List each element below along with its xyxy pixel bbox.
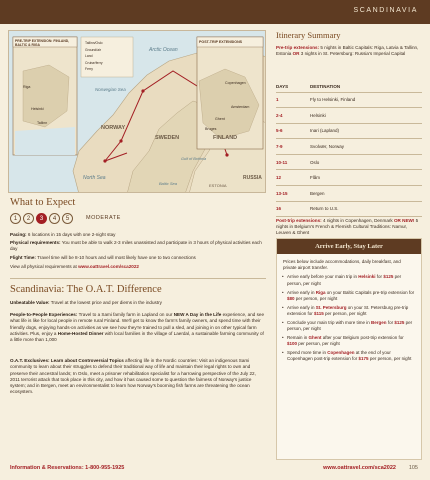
row-days: 5-6 (276, 123, 310, 139)
row-destination: Helsinki (310, 108, 422, 124)
inset-label: Copenhagen (225, 81, 246, 85)
pace-dot: 1 (10, 213, 21, 224)
item-text: per person, per night (368, 356, 412, 362)
inset-label: Tallinn (37, 121, 48, 125)
itinerary-summary (276, 30, 422, 57)
value-paragraph (10, 300, 266, 306)
section-title: What to Expect (10, 197, 76, 208)
requirements-link[interactable]: www.oattravel.com/sca2022 (78, 264, 139, 269)
people-highlight: NEW A Day in the Life (173, 312, 222, 317)
item-place: Helsinki (358, 274, 376, 280)
item-text: per person, per night (287, 319, 413, 332)
legend-item: Land (85, 54, 93, 58)
item-place: St. Petersburg (315, 304, 347, 310)
footer (0, 460, 430, 480)
row-days: 13-15 (276, 186, 310, 202)
physical-label: Physical requirements: (10, 240, 61, 245)
table-row (276, 92, 422, 108)
legend-item: Cruise/ferry (85, 60, 103, 65)
row-days: 16 (276, 201, 310, 217)
itinerary-title: Itinerary Summary (276, 30, 341, 40)
pacing-label: Pacing: (10, 232, 27, 237)
table-row (276, 123, 422, 139)
item-text: per person, per night (287, 274, 402, 286)
item-price: $175 (358, 356, 369, 362)
list-item (287, 305, 415, 317)
pace-scale (10, 213, 268, 227)
people-text-3: with local families in the village of Laerdal, a sustainable farming community of a little more than 1,000 (10, 330, 264, 343)
pre-trip-note (276, 45, 422, 57)
item-text: per person, per night (323, 310, 367, 316)
list-item (287, 335, 415, 347)
list-item (287, 290, 415, 302)
item-text: on your St. Petersburg pre-trip extension for (287, 304, 409, 316)
legend-item: Tallinn/Oslo (85, 41, 103, 45)
item-text: Spend more time in (287, 350, 328, 356)
arrive-early-box (276, 238, 422, 460)
brand-title: SCANDINAVIA (353, 7, 418, 14)
row-destination: Inari (Lapland) (310, 123, 422, 139)
item-text: per person, per night (294, 295, 338, 301)
row-destination: Return to U.S. (310, 201, 422, 217)
post-trip-note (276, 218, 422, 237)
row-days: 10-11 (276, 154, 310, 170)
table-row (276, 154, 422, 170)
view-text: View all physical requirements at (10, 264, 79, 269)
people-label: People-to-People Experiences: (10, 312, 78, 317)
row-destination: Flåm (310, 170, 422, 186)
pace-dot-active: 3 (36, 213, 47, 224)
item-place: Copenhagen (327, 350, 355, 356)
item-price: $115 (314, 310, 324, 316)
inset-label: Riga (23, 85, 31, 89)
pace-dot: 5 (62, 213, 73, 224)
col-destination: DESTINATION (310, 81, 422, 92)
footer-url[interactable]: www.oattravel.com/sca2022 (323, 465, 396, 471)
map-label: NORWAY (101, 125, 126, 131)
table-header (276, 81, 422, 92)
map-label: SWEDEN (155, 135, 180, 141)
map-pre-title: PRE-TRIP EXTENSION: FINLAND, BALTIC & RIGA (15, 39, 70, 47)
pre-trip-or: OR (292, 51, 300, 57)
row-destination: Oslo (310, 154, 422, 170)
item-price: $80 (287, 295, 295, 301)
pre-trip-text: 5 nights in Baltic Capitals: Riga, Latvia & Tallinn, Estonia (276, 45, 419, 57)
table-row (276, 201, 422, 217)
item-text: Remain in (287, 335, 309, 341)
item-place: Bergen (371, 319, 387, 325)
pre-trip-label: Pre-trip extensions: (276, 45, 320, 50)
value-label: Unbeatable Value: (10, 300, 50, 305)
item-text: Arrive early in (287, 289, 316, 295)
item-place: Riga (315, 289, 326, 295)
flight-text: Travel time will be 8-10 hours and will most likely have one to two connections (37, 255, 196, 260)
people-text-2: experience, and see what life is like for local people in remote rural Finland. We'll get to know the farm's family owners, and spend time with their friendly dogs, enjoying hands-on activities as we see how they're trained to pull a sled, and joining in on other typical farm activities. Plus, enjoy a (10, 312, 264, 336)
map-label: ESTONIA (209, 183, 227, 188)
what-to-expect-heading (10, 197, 268, 208)
legend-item: Ferry (85, 67, 93, 71)
map-label: Arctic Ocean (149, 47, 178, 53)
map-legend (85, 40, 131, 73)
item-text: Arrive early in (287, 304, 316, 310)
row-days: 12 (276, 170, 310, 186)
post-trip-text-2: 5 nights in Belgium's French & Flemish Cultural Traditions: Namur, Leuven & Ghent (276, 218, 419, 236)
inset-label: Ghent (215, 117, 225, 121)
difference-heading (10, 284, 268, 295)
item-place: Ghent (308, 335, 322, 341)
home-dinner-label: Home-Hosted Dinner (57, 330, 104, 336)
table-row (276, 108, 422, 124)
row-days: 2-4 (276, 108, 310, 124)
row-days: 7-9 (276, 139, 310, 155)
people-paragraph (10, 312, 266, 343)
footer-phone[interactable]: Information & Reservations: 1-800-955-1925 (10, 465, 125, 471)
pacing-text: 6 locations in 15 days with one 2-night stay (27, 232, 116, 237)
view-line (10, 264, 266, 270)
item-text: per person, per night (297, 341, 340, 347)
map-label: Baltic Sea (159, 181, 178, 186)
map-label: RUSSIA (243, 175, 262, 181)
item-text: for (375, 274, 384, 280)
map-label: Gulf of Bothnia (181, 157, 207, 161)
inset-label: Amsterdam (231, 105, 250, 109)
people-text: Travel to a Sami family farm in Lapland on our (78, 312, 174, 317)
pace-label: MODERATE (86, 215, 121, 221)
pace-dot: 4 (49, 213, 60, 224)
map-label: North Sea (83, 175, 106, 181)
row-destination: Fly to Helsinki, Finland (310, 92, 422, 108)
arrive-early-list (277, 274, 421, 362)
list-item (287, 274, 415, 286)
pace-dot: 2 (23, 213, 34, 224)
arrive-early-title: Arrive Early, Stay Later (277, 239, 421, 254)
item-text: Arrive early before your main trip in (287, 274, 359, 280)
physical-line (10, 240, 266, 253)
item-price: $125 (383, 274, 394, 280)
physical-text: You must be able to walk 2-3 miles unassisted and participate in 3 hours of physical activities each day (10, 240, 262, 252)
exclusives-paragraph (10, 358, 266, 396)
map-label: Norwegian Sea (95, 87, 126, 92)
col-days: DAYS (276, 81, 310, 92)
header-bar (0, 0, 430, 24)
row-destination: Svolvær, Norway (310, 139, 422, 155)
exclusives-text: affecting life in the Nordic countries: Visit an indigenous Sami community to learn about their struggles to defend their traditional way of life and maintain their legal rights to own and preserve their ancestral lands; In Oslo, meet a prisoner rehabilitation specialist for a harrowing perspective of the July 22, 2011 terrorist attack that took place in this city, and how it has caused some to question the fairness of Norway's justice system; and in Bergen, meet an environmentalist to learn how Norway's booming fish farms are threatening the ocean ecosystem. (10, 358, 256, 395)
legend-item: Ground/air (85, 47, 102, 52)
item-price: $100 (287, 341, 298, 347)
pre-trip-text-2: 3 nights in St. Petersburg: Russia's Imperial Capital (299, 51, 406, 57)
item-text: at the end of your Copenhagen post-trip extension for (287, 350, 391, 362)
row-destination: Bergen (310, 186, 422, 202)
topics-label: Controversial Topics (78, 358, 124, 363)
list-item (287, 320, 415, 332)
flight-label: Flight Time: (10, 255, 36, 260)
row-days: 1 (276, 92, 310, 108)
post-trip-label: Post-trip extensions: (276, 218, 322, 223)
map-illustration (9, 31, 266, 193)
exclusives-label: O.A.T. Exclusives: Learn about (10, 358, 78, 363)
table-row (276, 139, 422, 155)
table-row (276, 170, 422, 186)
item-text: for (386, 319, 395, 325)
map-label: FINLAND (213, 135, 238, 141)
divider (10, 278, 266, 279)
arrive-early-intro: Prices below include accommodations, daily breakfast, and private airport transfer. (283, 259, 401, 271)
inset-label: Bruges (205, 127, 217, 131)
table-row (276, 186, 422, 202)
item-price: $125 (394, 319, 405, 325)
section-title: Scandinavia: The O.A.T. Difference (10, 284, 162, 295)
flight-line (10, 255, 266, 261)
map-post-title: POST-TRIP EXTENSIONS (199, 40, 243, 44)
item-text: Conclude your main trip with more time in (287, 319, 372, 325)
itinerary-table (276, 81, 422, 217)
post-trip-or: OR NEW! (393, 218, 415, 223)
item-text: after your Belgium post-trip extension for (321, 335, 404, 341)
pacing-line (10, 232, 266, 238)
inset-label: Helsinki (31, 107, 44, 111)
value-text: Travel at the lowest price and per diems in the industry (50, 300, 162, 305)
post-trip-text: 4 nights in Copenhagen, Denmark (322, 218, 394, 223)
list-item (287, 350, 415, 362)
item-text: on your Baltic Capitals pre-trip extension for (325, 289, 415, 295)
page-number: 105 (408, 465, 418, 471)
trip-map (8, 30, 266, 193)
